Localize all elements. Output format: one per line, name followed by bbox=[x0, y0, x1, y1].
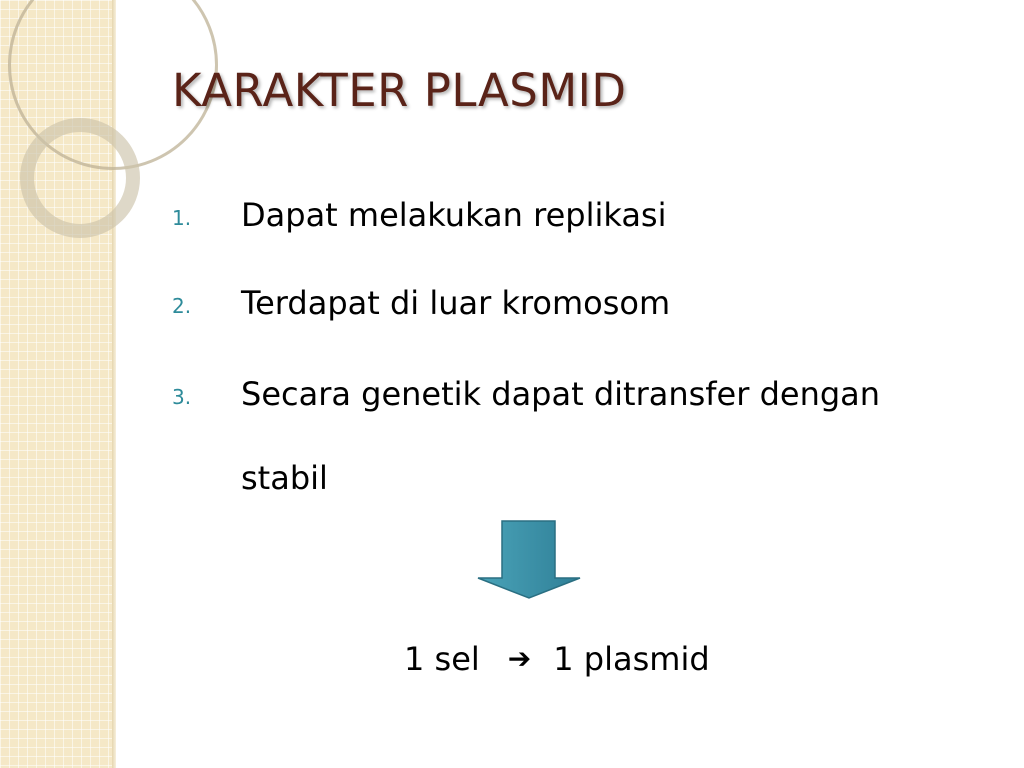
list-number: 3. bbox=[172, 385, 192, 409]
list-number: 2. bbox=[172, 294, 192, 318]
decorative-ring-middle bbox=[20, 118, 140, 238]
list-text: Dapat melakukan replikasi bbox=[241, 196, 667, 234]
list-text: Terdapat di luar kromosom bbox=[241, 284, 671, 322]
conclusion-line bbox=[404, 640, 710, 678]
down-arrow-icon bbox=[476, 520, 582, 600]
list-text: Secara genetik dapat ditransfer dengan bbox=[241, 375, 881, 413]
list-number: 1. bbox=[172, 206, 192, 230]
conclusion-right: 1 plasmid bbox=[553, 640, 710, 678]
list-text-continuation: stabil bbox=[241, 459, 328, 497]
right-arrow-icon: ➔ bbox=[507, 642, 532, 675]
slide-title: KARAKTER PLASMID bbox=[172, 64, 627, 117]
conclusion-left: 1 sel bbox=[404, 640, 480, 678]
